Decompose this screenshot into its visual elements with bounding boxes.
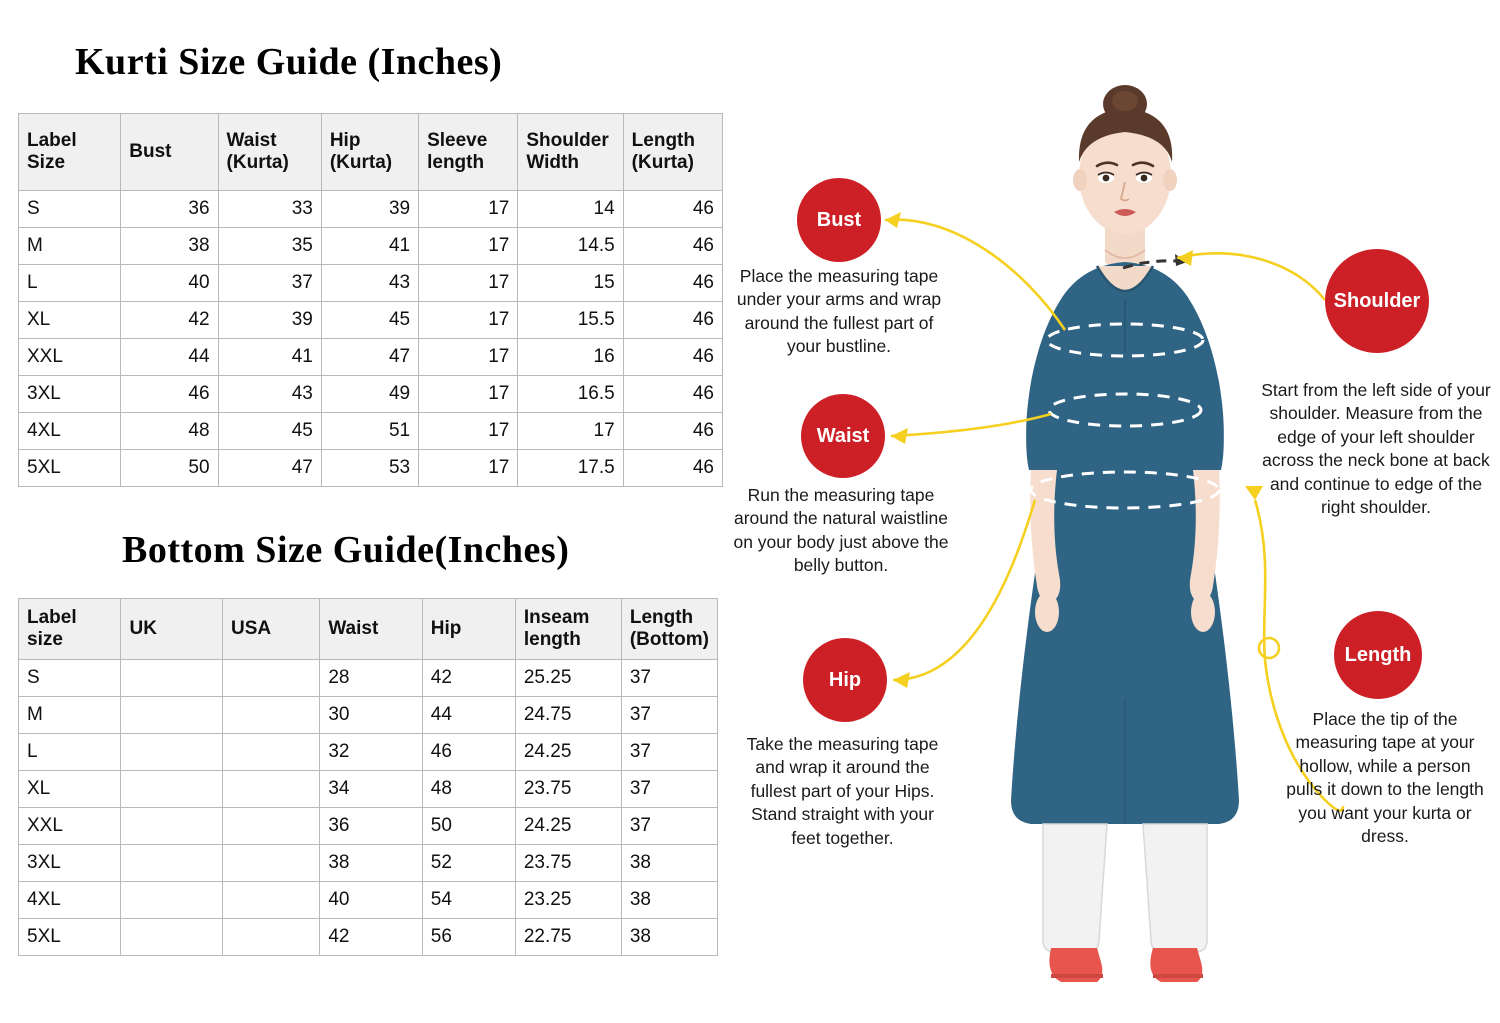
badge-bust: Bust [797, 178, 881, 262]
table-row [19, 882, 718, 919]
table-row [19, 919, 718, 956]
description-bust: Place the measuring tape under your arms and wrap around the fullest part of your bustline. [736, 266, 942, 357]
cell-waist: 32 [320, 734, 422, 771]
cell-length: 46 [623, 191, 722, 228]
table-row [19, 228, 723, 265]
cell-uk [121, 882, 223, 919]
badge-hip: Hip [803, 638, 887, 722]
table-row [19, 191, 723, 228]
column-header-hip: Hip [422, 599, 515, 660]
cell-length: 46 [623, 450, 722, 487]
cell-hip: 39 [321, 191, 418, 228]
column-header-usa: USA [223, 599, 320, 660]
cell-inseam-length: 23.25 [515, 882, 621, 919]
badge-shoulder: Shoulder [1325, 249, 1429, 353]
table-row [19, 845, 718, 882]
cell-inseam-length: 24.75 [515, 697, 621, 734]
column-header-uk: UK [121, 599, 223, 660]
cell-hip: 42 [422, 660, 515, 697]
cell-hip: 45 [321, 302, 418, 339]
cell-label-size: M [19, 697, 121, 734]
cell-waist: 28 [320, 660, 422, 697]
table-row [19, 771, 718, 808]
cell-inseam-length: 24.25 [515, 734, 621, 771]
cell-usa [223, 734, 320, 771]
cell-waist: 30 [320, 697, 422, 734]
bottom-size-table [18, 598, 718, 956]
table-header-row [19, 114, 723, 191]
cell-shoulder-width: 16.5 [518, 376, 623, 413]
cell-label-size: XXL [19, 808, 121, 845]
cell-label-size: L [19, 265, 121, 302]
cell-hip: 48 [422, 771, 515, 808]
cell-length: 37 [621, 771, 717, 808]
cell-waist: 36 [320, 808, 422, 845]
cell-sleeve-length: 17 [419, 339, 518, 376]
description-hip: Take the measuring tape and wrap it around the fullest part of your Hips. Stand straight with your feet together. [746, 734, 939, 848]
table-row [19, 734, 718, 771]
cell-sleeve-length: 17 [419, 191, 518, 228]
cell-label-size: M [19, 228, 121, 265]
table-row [19, 265, 723, 302]
description-waist: Run the measuring tape around the natural waistline on your body just above the belly button. [733, 485, 949, 576]
cell-label-size: XL [19, 771, 121, 808]
cell-length: 37 [621, 660, 717, 697]
cell-length: 37 [621, 697, 717, 734]
cell-sleeve-length: 17 [419, 450, 518, 487]
cell-uk [121, 919, 223, 956]
cell-length: 37 [621, 734, 717, 771]
cell-sleeve-length: 17 [419, 413, 518, 450]
cell-waist: 33 [218, 191, 321, 228]
cell-bust: 38 [121, 228, 218, 265]
column-header-hip-kurta: Hip (Kurta) [321, 114, 418, 191]
badge-length: Length [1334, 611, 1422, 699]
cell-label-size: 3XL [19, 376, 121, 413]
cell-uk [121, 697, 223, 734]
cell-length: 46 [623, 302, 722, 339]
cell-bust: 42 [121, 302, 218, 339]
cell-waist: 39 [218, 302, 321, 339]
table-row [19, 808, 718, 845]
cell-waist: 35 [218, 228, 321, 265]
cell-label-size: S [19, 660, 121, 697]
cell-waist: 37 [218, 265, 321, 302]
cell-length: 46 [623, 228, 722, 265]
cell-label-size: 4XL [19, 413, 121, 450]
cell-label-size: 5XL [19, 919, 121, 956]
column-header-label-size: Label Size [19, 114, 121, 191]
cell-shoulder-width: 17 [518, 413, 623, 450]
column-header-bust: Bust [121, 114, 218, 191]
bottom-size-guide-title: Bottom Size Guide(Inches) [122, 529, 570, 571]
column-header-waist: Waist [320, 599, 422, 660]
description-length: Place the tip of the measuring tape at your hollow, while a person pulls it down to the length you want your kurta or dress. [1286, 709, 1484, 847]
table-row [19, 302, 723, 339]
model-body [1011, 85, 1239, 982]
cell-inseam-length: 23.75 [515, 771, 621, 808]
cell-waist: 38 [320, 845, 422, 882]
cell-usa [223, 919, 320, 956]
cell-shoulder-width: 14.5 [518, 228, 623, 265]
cell-bust: 44 [121, 339, 218, 376]
cell-inseam-length: 23.75 [515, 845, 621, 882]
cell-hip: 51 [321, 413, 418, 450]
column-header-shoulder-width: Shoulder Width [518, 114, 623, 191]
cell-hip: 43 [321, 265, 418, 302]
column-header-inseam-length: Inseam length [515, 599, 621, 660]
cell-waist: 47 [218, 450, 321, 487]
column-header-label-size: Label size [19, 599, 121, 660]
cell-waist: 42 [320, 919, 422, 956]
table-row [19, 450, 723, 487]
column-header-waist-kurta: Waist (Kurta) [218, 114, 321, 191]
cell-sleeve-length: 17 [419, 265, 518, 302]
cell-label-size: L [19, 734, 121, 771]
cell-waist: 41 [218, 339, 321, 376]
cell-waist: 45 [218, 413, 321, 450]
cell-hip: 47 [321, 339, 418, 376]
cell-usa [223, 882, 320, 919]
cell-length: 46 [623, 265, 722, 302]
cell-bust: 36 [121, 191, 218, 228]
cell-label-size: S [19, 191, 121, 228]
cell-uk [121, 771, 223, 808]
kurti-size-table [18, 113, 723, 487]
cell-waist: 43 [218, 376, 321, 413]
cell-hip: 56 [422, 919, 515, 956]
cell-uk [121, 808, 223, 845]
cell-usa [223, 660, 320, 697]
cell-hip: 49 [321, 376, 418, 413]
column-header-length-kurta: Length (Kurta) [623, 114, 722, 191]
kurti-size-guide-title: Kurti Size Guide (Inches) [75, 41, 503, 83]
cell-waist: 34 [320, 771, 422, 808]
cell-inseam-length: 22.75 [515, 919, 621, 956]
cell-length: 38 [621, 919, 717, 956]
cell-sleeve-length: 17 [419, 228, 518, 265]
cell-uk [121, 734, 223, 771]
cell-shoulder-width: 15 [518, 265, 623, 302]
cell-length: 46 [623, 376, 722, 413]
cell-shoulder-width: 16 [518, 339, 623, 376]
badge-waist: Waist [801, 394, 885, 478]
cell-bust: 50 [121, 450, 218, 487]
cell-length: 37 [621, 808, 717, 845]
cell-usa [223, 697, 320, 734]
cell-hip: 53 [321, 450, 418, 487]
cell-label-size: 3XL [19, 845, 121, 882]
cell-uk [121, 660, 223, 697]
cell-sleeve-length: 17 [419, 376, 518, 413]
cell-hip: 54 [422, 882, 515, 919]
cell-length: 46 [623, 339, 722, 376]
table-header-row [19, 599, 718, 660]
cell-waist: 40 [320, 882, 422, 919]
table-row [19, 660, 718, 697]
cell-hip: 46 [422, 734, 515, 771]
description-shoulder: Start from the left side of your shoulder. Measure from the edge of your left shoulder across the neck bone at back and continue to edge of the right shoulder. [1261, 380, 1491, 518]
table-row [19, 376, 723, 413]
cell-usa [223, 808, 320, 845]
table-row [19, 697, 718, 734]
connector-shoulder [1177, 253, 1325, 300]
cell-label-size: 5XL [19, 450, 121, 487]
cell-length: 38 [621, 882, 717, 919]
cell-shoulder-width: 17.5 [518, 450, 623, 487]
cell-uk [121, 845, 223, 882]
cell-hip: 52 [422, 845, 515, 882]
cell-length: 46 [623, 413, 722, 450]
cell-usa [223, 845, 320, 882]
table-row [19, 413, 723, 450]
cell-hip: 50 [422, 808, 515, 845]
cell-inseam-length: 25.25 [515, 660, 621, 697]
cell-hip: 44 [422, 697, 515, 734]
cell-shoulder-width: 15.5 [518, 302, 623, 339]
cell-label-size: XL [19, 302, 121, 339]
cell-bust: 48 [121, 413, 218, 450]
column-header-length-bottom: Length (Bottom) [621, 599, 717, 660]
table-row [19, 339, 723, 376]
cell-bust: 46 [121, 376, 218, 413]
cell-inseam-length: 24.25 [515, 808, 621, 845]
cell-usa [223, 771, 320, 808]
cell-label-size: XXL [19, 339, 121, 376]
cell-sleeve-length: 17 [419, 302, 518, 339]
cell-shoulder-width: 14 [518, 191, 623, 228]
cell-length: 38 [621, 845, 717, 882]
cell-label-size: 4XL [19, 882, 121, 919]
cell-bust: 40 [121, 265, 218, 302]
column-header-sleeve-length: Sleeve length [419, 114, 518, 191]
cell-hip: 41 [321, 228, 418, 265]
